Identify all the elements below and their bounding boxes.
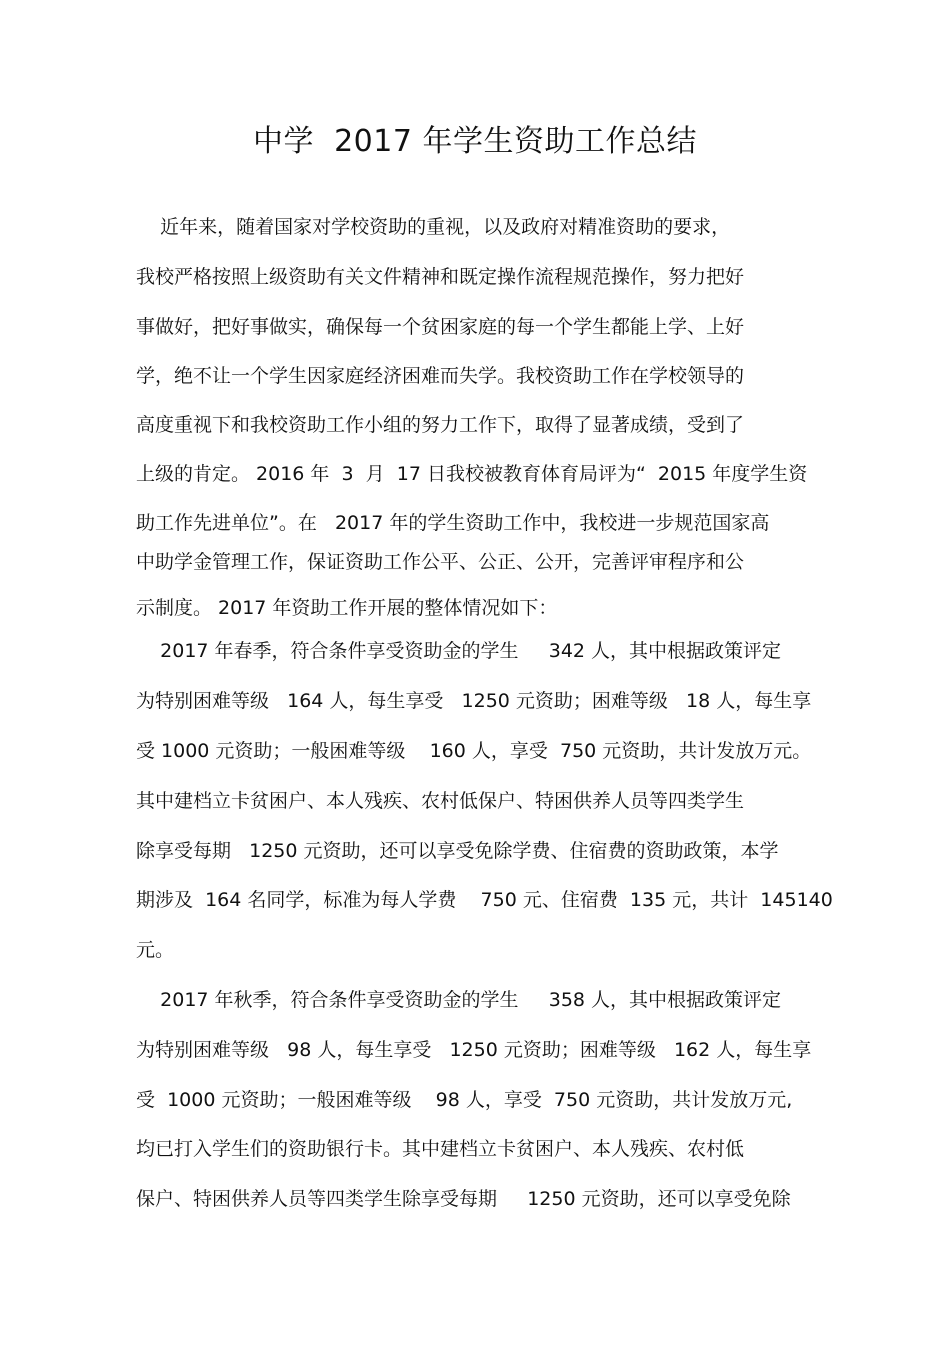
text-line: 元。	[136, 939, 175, 961]
document-title: 中学 2017 年学生资助工作总结	[253, 124, 697, 159]
text-line: 助工作先进单位”。在 2017 年的学生资助工作中，我校进一步规范国家高	[136, 512, 770, 534]
text-line: 学，绝不让一个学生因家庭经济困难而失学。我校资助工作在学校领导的	[136, 365, 745, 387]
text-line: 期涉及 164 名同学，标准为每人学费 750 元、住宿费 135 元，共计 145140	[136, 889, 833, 911]
text-line: 高度重视下和我校资助工作小组的努力工作下，取得了显著成绩，受到了	[136, 414, 745, 436]
text-line: 我校严格按照上级资助有关文件精神和既定操作流程规范操作，努力把好	[136, 266, 745, 288]
text-line: 中助学金管理工作，保证资助工作公平、公正、公开，完善评审程序和公	[136, 551, 745, 573]
text-line: 上级的肯定。 2016 年 3 月 17 日我校被教育体育局评为“ 2015 年度学生资	[136, 463, 808, 485]
text-line: 2017 年春季，符合条件享受资助金的学生 342 人，其中根据政策评定	[136, 640, 782, 662]
text-line: 近年来，随着国家对学校资助的重视，以及政府对精准资助的要求，	[136, 216, 731, 238]
text-line: 受 1000 元资助；一般困难等级 160 人，享受 750 元资助，共计发放万元。	[136, 740, 812, 762]
text-line: 为特别困难等级 98 人，每生享受 1250 元资助；困难等级 162 人，每生享	[136, 1039, 812, 1061]
text-line: 为特别困难等级 164 人，每生享受 1250 元资助；困难等级 18 人，每生享	[136, 690, 812, 712]
text-line: 2017 年秋季，符合条件享受资助金的学生 358 人，其中根据政策评定	[136, 989, 782, 1011]
text-line: 受 1000 元资助；一般困难等级 98 人，享受 750 元资助，共计发放万元,	[136, 1089, 793, 1111]
text-line: 均已打入学生们的资助银行卡。其中建档立卡贫困户、本人残疾、农村低	[136, 1138, 745, 1160]
text-line: 保户、特困供养人员等四类学生除享受每期 1250 元资助，还可以享受免除	[136, 1188, 791, 1210]
text-line: 除享受每期 1250 元资助，还可以享受免除学费、住宿费的资助政策，本学	[136, 840, 779, 862]
text-line: 示制度。 2017 年资助工作开展的整体情况如下：	[136, 597, 558, 619]
text-line: 事做好，把好事做实，确保每一个贫困家庭的每一个学生都能上学、上好	[136, 316, 745, 338]
text-line: 其中建档立卡贫困户、本人残疾、农村低保户、特困供养人员等四类学生	[136, 790, 745, 812]
